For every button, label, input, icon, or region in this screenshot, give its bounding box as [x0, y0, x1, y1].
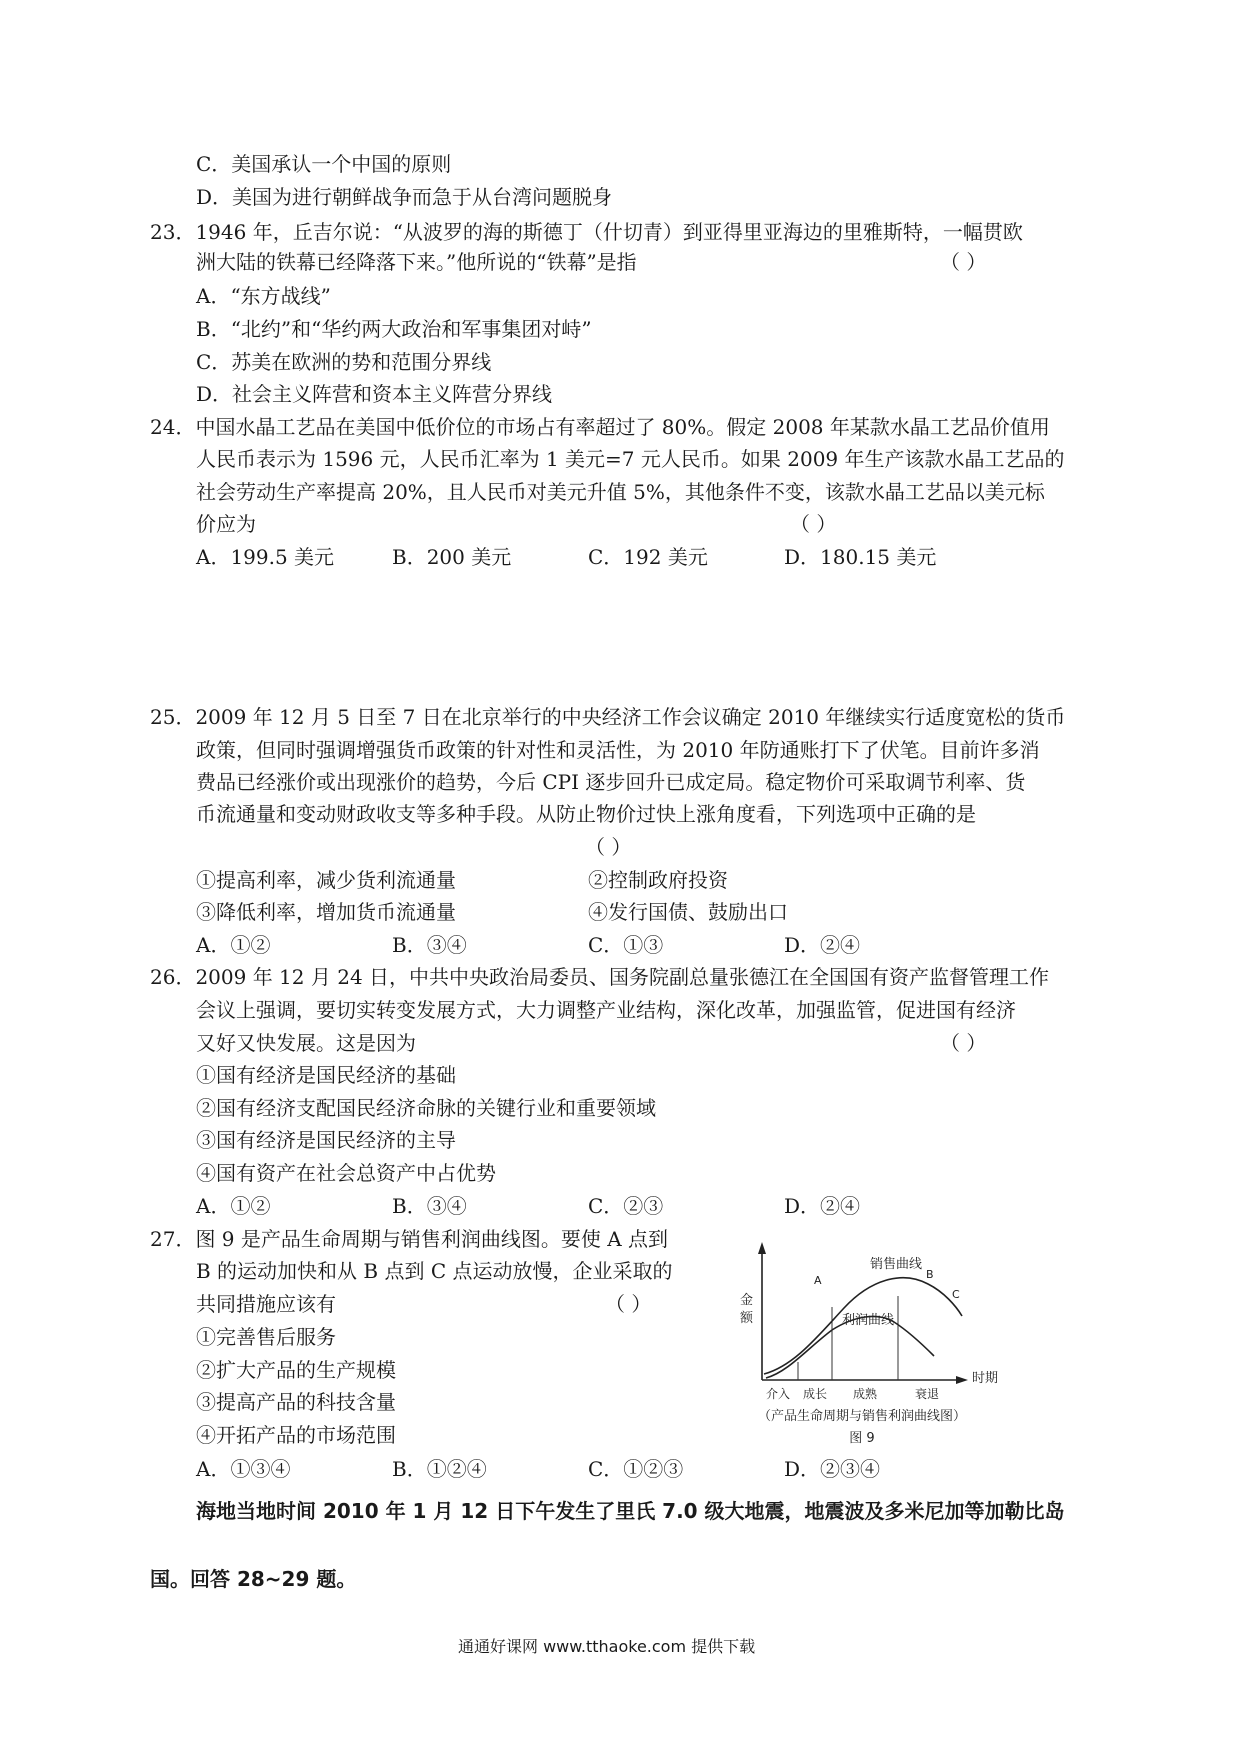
q26-item-2: ②国有经济支配国民经济命脉的关键行业和重要领域	[196, 1096, 656, 1120]
point-b-label: B	[926, 1268, 934, 1281]
x-axis-label: 时期	[972, 1371, 999, 1386]
q27-stem-line-2: B 的运动加快和从 B 点到 C 点运动放慢，企业采取的	[196, 1259, 673, 1283]
q22-option-d: D．美国为进行朝鲜战争而急于从台湾问题脱身	[196, 185, 613, 209]
figure-caption: （产品生命周期与销售利润曲线图）	[757, 1409, 967, 1424]
q23-option-a: A．“东方战线”	[196, 284, 331, 308]
q24-stem-line-1: 24．中国水晶工艺品在美国中低价位的市场占有率超过了 80%。假定 2008 年某款水晶工艺品价值用	[150, 415, 1050, 439]
stage-label-growth: 成长	[802, 1387, 828, 1401]
q24-stem-line-2: 人民币表示为 1596 元，人民币汇率为 1 美元=7 元人民币。如果 2009 年生产该款水晶工艺品的	[196, 447, 1065, 471]
point-a-label: A	[814, 1274, 822, 1287]
q25-item-1: ①提高利率，减少货利流通量	[196, 868, 456, 892]
q27-item-2: ②扩大产品的生产规模	[196, 1358, 396, 1382]
product-life-cycle-figure	[722, 1232, 1022, 1460]
q27-option-c: C．①②③	[588, 1457, 684, 1481]
profit-curve-label: 利润曲线	[842, 1313, 895, 1328]
q23-option-d: D．社会主义阵营和资本主义阵营分界线	[196, 382, 553, 406]
q26-item-1: ①国有经济是国民经济的基础	[196, 1063, 456, 1087]
q25-option-c: C．①③	[588, 933, 664, 957]
y-axis-label-1: 金	[740, 1293, 754, 1308]
point-c-label: C	[952, 1288, 960, 1301]
q25-item-2: ②控制政府投资	[588, 868, 728, 892]
intro-line-1: 海地当地时间 2010 年 1 月 12 日下午发生了里氏 7.0 级大地震，地震波及多米尼加等加勒比岛	[196, 1499, 1065, 1523]
q25-item-3: ③降低利率，增加货币流通量	[196, 900, 456, 924]
q26-item-4: ④国有资产在社会总资产中占优势	[196, 1161, 496, 1185]
q24-option-a: A．199.5 美元	[196, 545, 335, 569]
q24-answer-paren: （ ）	[790, 512, 837, 536]
x-axis-arrow-icon	[956, 1376, 968, 1384]
stage-label-intro: 介入	[765, 1387, 791, 1401]
stage-label-maturity: 成熟	[852, 1387, 878, 1401]
q26-stem-line-2: 会议上强调，要切实转变发展方式，大力调整产业结构，深化改革，加强监管，促进国有经济	[196, 998, 1016, 1022]
q23-option-b: B．“北约”和“华约两大政治和军事集团对峙”	[196, 317, 592, 341]
q24-stem-line-3: 社会劳动生产率提高 20%，且人民币对美元升值 5%，其他条件不变，该款水晶工艺品以美元标	[196, 480, 1045, 504]
figure-number: 图 9	[849, 1431, 875, 1446]
q26-answer-paren: （ ）	[940, 1031, 987, 1055]
q24-option-d: D．180.15 美元	[784, 545, 937, 569]
q22-option-c: C．美国承认一个中国的原则	[196, 152, 452, 176]
q25-option-b: B．③④	[392, 933, 467, 957]
q27-stem-line-3: 共同措施应该有	[196, 1292, 336, 1316]
q23-stem-line-1: 23．1946 年，丘吉尔说：“从波罗的海的斯德丁（什切青）到亚得里亚海边的里雅斯特，一幅贯欧	[150, 220, 1023, 244]
q23-stem-line-2: 洲大陆的铁幕已经降落下来。”他所说的“铁幕”是指	[196, 250, 637, 274]
y-axis-arrow-icon	[758, 1242, 766, 1254]
q26-option-b: B．③④	[392, 1194, 467, 1218]
q26-stem-line-1: 26．2009 年 12 月 24 日，中共中央政治局委员、国务院副总量张德江在全国国有资产监督管理工作	[150, 965, 1050, 989]
q25-item-4: ④发行国债、鼓励出口	[588, 900, 788, 924]
q25-stem-line-1: 25．2009 年 12 月 5 日至 7 日在北京举行的中央经济工作会议确定 2010 年继续实行适度宽松的货币	[150, 705, 1066, 729]
q25-stem-line-3: 费品已经涨价或出现涨价的趋势，今后 CPI 逐步回升已成定局。稳定物价可采取调节利率、货	[196, 770, 1026, 794]
q24-stem-line-4: 价应为	[196, 512, 256, 536]
q27-item-1: ①完善售后服务	[196, 1325, 336, 1349]
q25-stem-line-4: 币流通量和变动财政收支等多种手段。从防止物价过快上涨角度看，下列选项中正确的是	[196, 802, 976, 826]
q26-option-d: D．②④	[784, 1194, 861, 1218]
q27-item-3: ③提高产品的科技含量	[196, 1390, 396, 1414]
q23-option-c: C．苏美在欧洲的势和范围分界线	[196, 350, 492, 374]
q26-stem-line-3: 又好又快发展。这是因为	[196, 1031, 416, 1055]
q24-option-c: C．192 美元	[588, 545, 708, 569]
q25-option-d: D．②④	[784, 933, 861, 957]
q27-option-b: B．①②④	[392, 1457, 487, 1481]
q27-option-a: A．①③④	[196, 1457, 291, 1481]
q23-answer-paren: （ ）	[940, 250, 987, 274]
q27-option-d: D．②③④	[784, 1457, 881, 1481]
y-axis-label-2: 额	[740, 1311, 754, 1326]
q25-answer-paren: （ ）	[585, 835, 632, 859]
q27-item-4: ④开拓产品的市场范围	[196, 1423, 396, 1447]
q26-item-3: ③国有经济是国民经济的主导	[196, 1128, 456, 1152]
page-footer: 通通好课网 www.tthaoke.com 提供下载	[458, 1637, 756, 1656]
q26-option-c: C．②③	[588, 1194, 664, 1218]
q24-option-b: B．200 美元	[392, 545, 512, 569]
sales-curve-label: 销售曲线	[870, 1257, 923, 1272]
q25-stem-line-2: 政策，但同时强调增强货币政策的针对性和灵活性，为 2010 年防通账打下了伏笔。目前许多消	[196, 738, 1040, 762]
q27-answer-paren: （ ）	[605, 1292, 652, 1316]
stage-label-decline: 衰退	[914, 1387, 940, 1401]
intro-line-2: 国。回答 28~29 题。	[150, 1567, 357, 1591]
q27-stem-line-1: 27．图 9 是产品生命周期与销售利润曲线图。要使 A 点到	[150, 1227, 669, 1251]
q26-option-a: A．①②	[196, 1194, 271, 1218]
q25-option-a: A．①②	[196, 933, 271, 957]
